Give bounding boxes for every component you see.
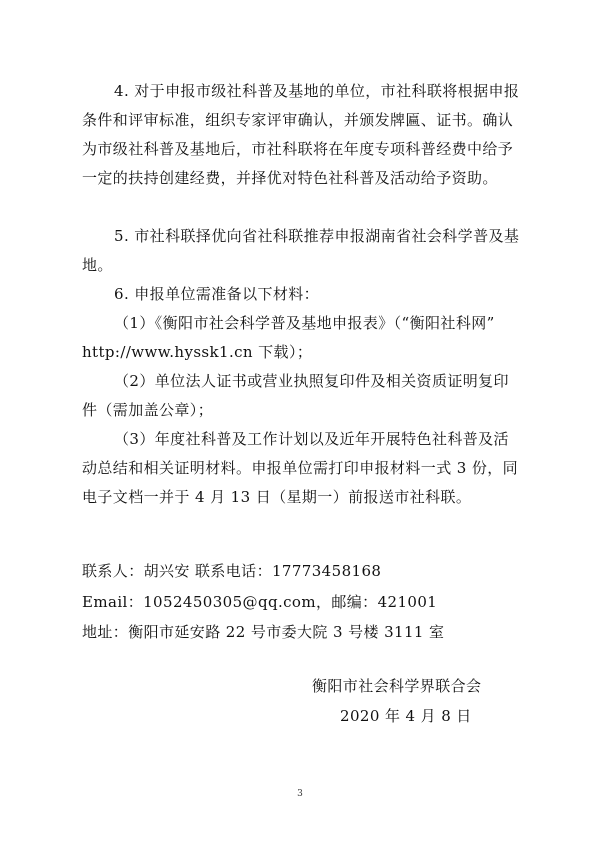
item-5-paragraph: 5. 市社科联择优向省社科联推荐申报湖南省社会科学普及基地。 — [82, 227, 520, 274]
signature-organization: 衡阳市社会科学界联合会 — [312, 677, 482, 695]
contact-person-line: 联系人：胡兴安 联系电话：17773458168 — [82, 562, 382, 580]
signature-date: 2020 年 4 月 8 日 — [340, 707, 472, 725]
item-6-paragraph: 6. 申报单位需准备以下材料： — [114, 285, 320, 303]
material-3-paragraph: （3）年度社科普及工作计划以及近年开展特色社科普及活动总结和相关证明材料。申报单位需打印申报材料一式 3 份，同电子文档一并于 4 月 13 日（星期一）前报送市社科联。 — [82, 430, 519, 506]
item-4-paragraph: 4. 对于申报市级社科普及基地的单位，市社科联将根据申报条件和评审标准，组织专家评审确认，并颁发牌匾、证书。确认为市级社科普及基地后，市社科联将在年度专项科普经费中给予一定的扶持创建经费，并择优对特色社科普及活动给予资助。 — [82, 82, 520, 187]
contact-address-line: 地址：衡阳市延安路 22 号市委大院 3 号楼 3111 室 — [82, 623, 445, 641]
page-number: 3 — [297, 789, 303, 799]
material-1-paragraph: （1）《衡阳市社会科学普及基地申报表》（“衡阳社科网” http://www.hyssk1.cn 下载）； — [82, 314, 495, 361]
material-2-paragraph: （2）单位法人证书或营业执照复印件及相关资质证明复印件（需加盖公章）； — [82, 372, 509, 419]
contact-email-line: Email：1052450305@qq.com，邮编：421001 — [82, 593, 438, 611]
